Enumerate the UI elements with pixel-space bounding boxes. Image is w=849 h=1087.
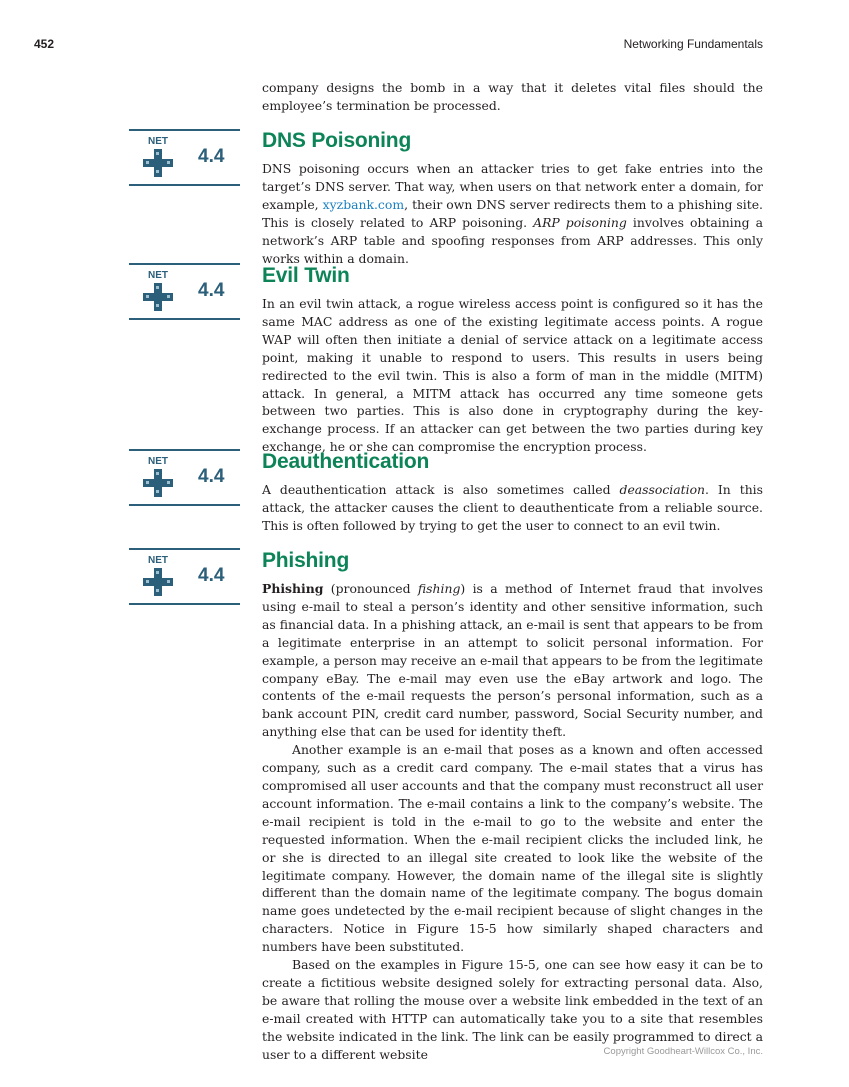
section-paragraph: A deauthentication attack is also sometimes called deassociation. In this attack, the attacker causes the client to deauthenticate from a reliable source. This is often followed by trying to get the user to connect to an evil twin. <box>262 482 763 533</box>
section-paragraph: In an evil twin attack, a rogue wireless access point is configured so it has the same MAC address as one of the existing legitimate access points. A rogue WAP will often then initiate a denial of service attack on a legitimate access point, making it unable to respond to users. This results in users being redirected to the evil twin. This is also a form of man in the middle (MITM) attack. In general, a MITM attack has occurred any time someone gets between two parties. This is also done in cryptography during the key-exchange process. If an attacker can get between the two parties during key exchange, he or she can compromise the encryption process. <box>262 296 763 455</box>
objective-badge <box>129 449 240 506</box>
badge-label: NET <box>148 555 168 566</box>
section-heading: Evil Twin <box>262 264 350 287</box>
badge-label: NET <box>148 270 168 281</box>
section-heading: Phishing <box>262 549 350 572</box>
network-plus-icon <box>143 568 173 596</box>
emphasis-term: ARP poisoning <box>533 214 627 230</box>
badge-label: NET <box>148 136 168 147</box>
network-plus-icon <box>143 149 173 177</box>
badge-objective-number: 4.4 <box>198 146 225 167</box>
page-number: 452 <box>34 37 55 51</box>
example-domain-link[interactable]: xyzbank.com <box>322 196 405 212</box>
badge-objective-number: 4.4 <box>198 466 225 487</box>
objective-badge <box>129 548 240 605</box>
section-paragraph: Another example is an e-mail that poses as a known and often accessed company, such as a credit card company. The e-mail states that a virus has compromised all user accounts and that the company must reconstruct all user account information. The e-mail contains a link to the company’s website. The e-mail recipient is told in the e-mail to go to the website and enter the requested information. When the e-mail recipient clicks the included link, he or she is directed to an illegal site created to look like the website of the legitimate company. However, the domain name of the illegal site is slightly different than the domain name of the legitimate company. The bogus domain name goes undetected by the e-mail recipient because of slight changes in the characters. Notice in Figure 15-5 how similarly shaped characters and numbers have been substituted. <box>262 742 763 955</box>
badge-objective-number: 4.4 <box>198 565 225 586</box>
badge-objective-number: 4.4 <box>198 280 225 301</box>
section-deauthentication <box>262 450 763 535</box>
badge-label: NET <box>148 456 168 467</box>
objective-badge <box>129 129 240 186</box>
intro-block <box>262 79 763 115</box>
network-plus-icon <box>143 469 173 497</box>
section-dns-poisoning <box>262 129 763 267</box>
intro-paragraph: company designs the bomb in a way that it deletes vital files should the employee’s termination be processed. <box>262 80 763 113</box>
section-heading: DNS Poisoning <box>262 129 412 152</box>
section-evil-twin <box>262 264 763 456</box>
section-paragraph: Based on the examples in Figure 15-5, one can see how easy it can be to create a fictitious website designed solely for extracting personal data. Also, be aware that rolling the mouse over a website link embedded in the text of an e-mail created with HTTP can automatically take you to a site that resembles the website indicated in the link. The link can be easily programmed to direct a user to a different website <box>262 957 763 1062</box>
network-plus-icon <box>143 283 173 311</box>
key-term: Phishing <box>262 581 324 596</box>
emphasis-term: fishing <box>417 581 461 596</box>
running-title: Networking Fundamentals <box>623 37 763 51</box>
section-heading: Deauthentication <box>262 450 430 473</box>
emphasis-term: deassociation <box>619 482 706 497</box>
section-phishing <box>262 549 763 1063</box>
copyright-footer: Copyright Goodheart-Willcox Co., Inc. <box>603 1046 763 1057</box>
objective-badge <box>129 263 240 320</box>
section-paragraph: Phishing (pronounced fishing) is a method of Internet fraud that involves using e-mail to steal a person’s identity and other sensitive information, such as financial data. In a phishing attack, an e-mail is sent that appears to be from a legitimate enterprise in an attempt to solicit personal information. For example, a person may receive an e-mail that appears to be from the legitimate company eBay. The e-mail may even use the eBay artwork and logo. The contents of the e-mail requests the person’s personal information, such as a bank account PIN, credit card number, password, Social Security number, and anything else that can be used for identity theft. <box>262 581 763 740</box>
section-paragraph: DNS poisoning occurs when an attacker tries to get fake entries into the target’s DNS server. That way, when users on that network enter a domain, for example, xyzbank.com, their own DNS server redirects them to a phishing site. This is closely related to ARP poisoning. ARP poisoning involves obtaining a network’s ARP table and spoofing responses from ARP addresses. This only works within a domain. <box>262 161 763 266</box>
